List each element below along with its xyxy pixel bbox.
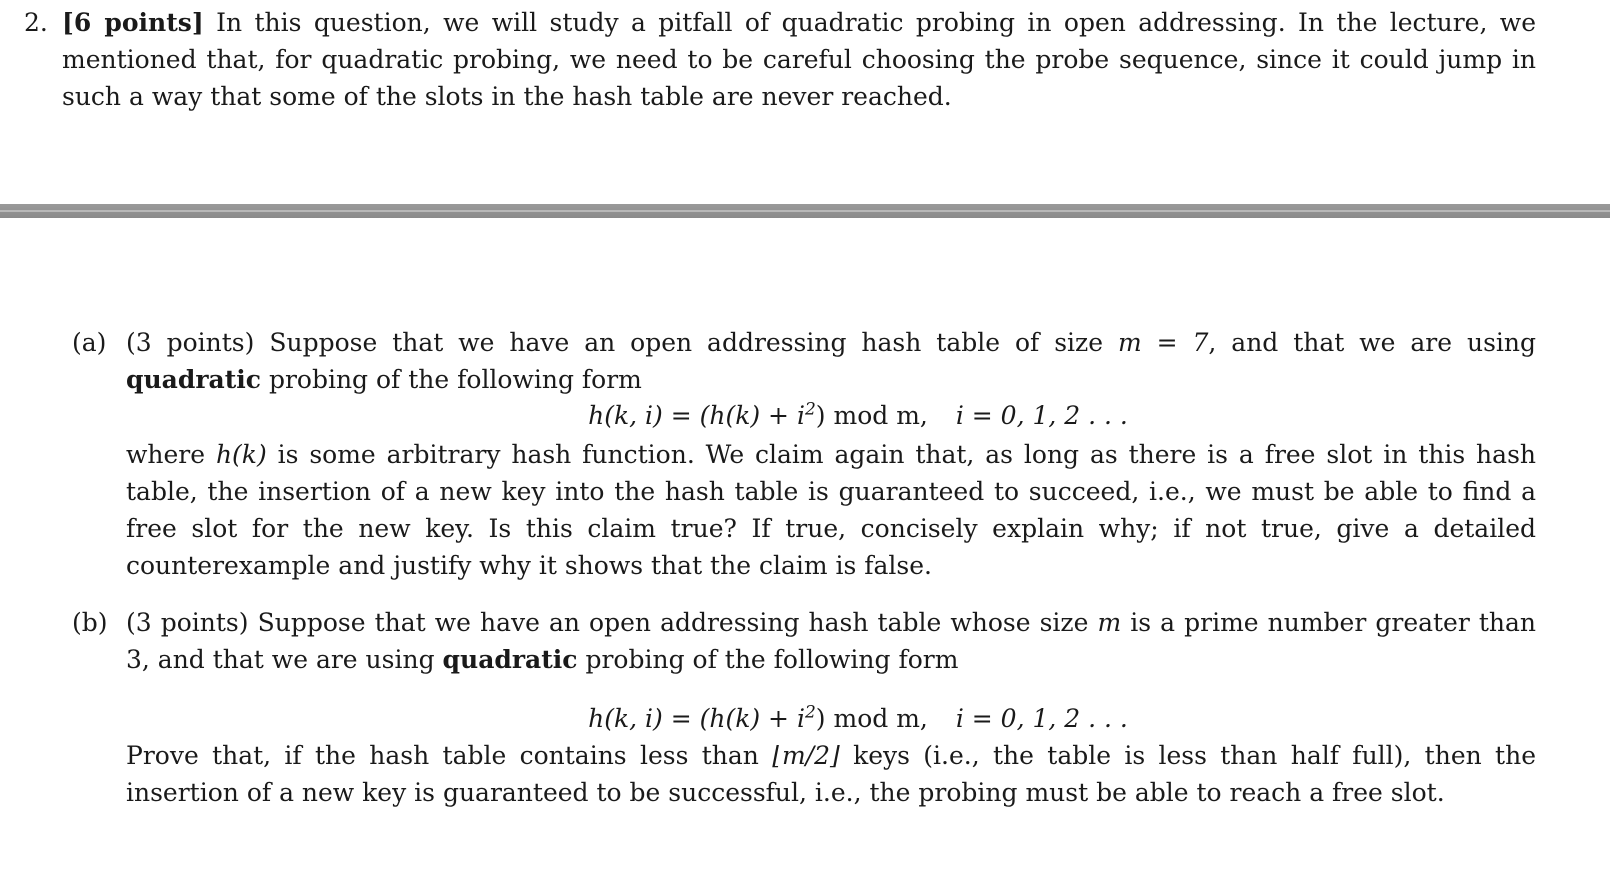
question-number: 2.	[24, 8, 48, 37]
part-b-text-2: is a prime number greater than 3, and that we are using	[126, 608, 1537, 674]
part-b-prompt	[126, 604, 1536, 678]
eq-a-sup: 2	[804, 399, 816, 420]
part-b-floor: ⌊m/2⌋	[772, 741, 840, 770]
part-a-label: (a)	[72, 328, 107, 357]
part-a-body-text: is some arbitrary hash function. We claim again that, as long as there is a free slot in this hash table, the insertion of a new key into the hash table is guaranteed to succeed, i.e., we must be able to find a free slot for the new key. Is this claim true? If true, concisely explain why; if not true, give a detailed counterexample and justify why it shows that the claim is false.	[126, 440, 1536, 580]
part-a-body	[126, 436, 1536, 584]
eq-b-mid: ) mod m,	[815, 704, 928, 733]
part-b-body	[126, 737, 1536, 811]
eq-b-right: i = 0, 1, 2 . . .	[955, 704, 1128, 733]
part-b-equation	[126, 700, 1590, 737]
part-b-label: (b)	[72, 608, 108, 637]
part-b-text-3: probing of the following form	[585, 645, 959, 674]
part-a-text-2: , and that we are using	[1208, 328, 1537, 357]
eq-a-right: i = 0, 1, 2 . . .	[955, 401, 1128, 430]
part-a-hk: h(k)	[215, 440, 267, 469]
part-a-text-3: probing of the following form	[268, 365, 642, 394]
part-b-points: (3 points)	[126, 608, 249, 637]
part-a-bold-quadratic: quadratic	[126, 365, 261, 394]
part-b-text: Suppose that we have an open addressing hash table whose size	[257, 608, 1089, 637]
question-intro: In this question, we will study a pitfall of quadratic probing in open addressing. In the lecture, we mentioned that, for quadratic probing, we need to be careful choosing the probe sequence, since it could jump in such a way that some of the slots in the hash table are never reached.	[62, 8, 1536, 111]
part-a-where: where	[126, 440, 206, 469]
part-a	[72, 324, 1536, 398]
question-points: [6 points]	[62, 8, 204, 37]
question-intro-paragraph	[62, 4, 1536, 115]
part-a-points: (3 points)	[126, 328, 255, 357]
part-b	[72, 604, 1536, 678]
question-2	[24, 4, 1536, 115]
part-a-prompt	[126, 324, 1536, 398]
page-separator	[0, 204, 1610, 218]
eq-a-mid: ) mod m,	[815, 401, 928, 430]
part-b-bold-quadratic: quadratic	[442, 645, 578, 674]
eq-b-sup: 2	[804, 702, 816, 723]
part-b-m: m	[1097, 608, 1122, 637]
eq-a-left: h(k, i) = (h(k) + i	[588, 401, 805, 430]
part-b-prove-text: Prove that, if the hash table contains less than	[126, 741, 759, 770]
part-a-equation	[126, 397, 1590, 434]
part-a-text: Suppose that we have an open addressing hash table of size	[269, 328, 1104, 357]
part-a-m-eq: m = 7	[1117, 328, 1209, 357]
eq-b-left: h(k, i) = (h(k) + i	[588, 704, 805, 733]
part-b-prove-text-2: keys (i.e., the table is less than half full), then the insertion of a new key is guaranteed to be successful, i.e., the probing must be able to reach a free slot.	[126, 741, 1536, 807]
